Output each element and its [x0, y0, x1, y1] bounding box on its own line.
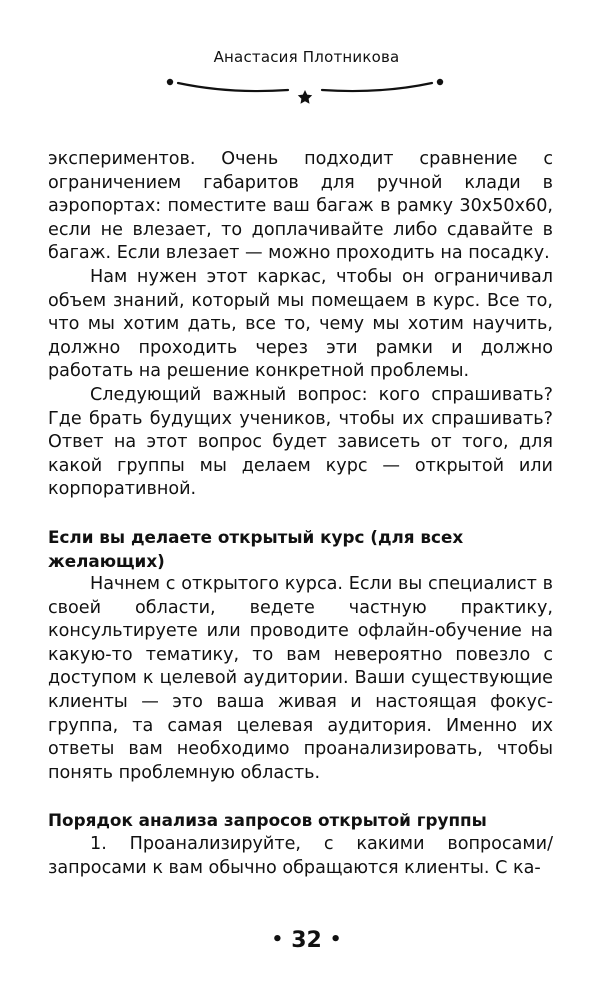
- ornament-swash-left: [178, 83, 288, 91]
- ornament-divider: [160, 68, 450, 108]
- running-head-author: Анастасия Плотникова: [213, 48, 400, 66]
- page-content: [48, 148, 553, 880]
- bullet-left-icon: •: [271, 929, 284, 950]
- paragraph-continuation: экспериментов. Очень подходит сравнение с ограничением габаритов для ручной клади в аэропортах: поместите ваш багаж в рамку 30х50х60, если не влезает, то доплачивайте либо сдавайте в багаж. Если влезает — можно проходить на посадку.: [48, 149, 553, 264]
- ornament-swash-right: [322, 83, 432, 91]
- paragraph-who-to-ask: Следующий важный вопрос: кого спрашивать? Где брать будущих учеников, чтобы их спрашивать? Ответ на этот вопрос будет зависеть от того, для какой группы мы делаем курс — открытой или корпоративной.: [48, 384, 553, 500]
- ornament-star-icon: [298, 90, 312, 104]
- ornament-dot-left: [167, 79, 173, 85]
- section-heading-analysis-order: Порядок анализа запросов открытой группы: [48, 810, 487, 831]
- bullet-right-icon: •: [329, 929, 342, 950]
- section-heading-open-course: Если вы делаете открытый курс (для всех желающих): [48, 526, 464, 571]
- page-footer: [0, 928, 613, 953]
- list-item-1: 1. Проанализируйте, с какими вопросами/ запросами к вам обычно обращаются клиенты. С ка-: [48, 834, 553, 878]
- ornament-dot-right: [437, 79, 443, 85]
- page-number: 32: [291, 928, 322, 953]
- paragraph-framework: Нам нужен этот каркас, чтобы он ограничивал объем знаний, который мы помещаем в курс. Все то, что мы хотим дать, все то, чему мы хотим научить, должно проходить через эти рамки и должно работать на решение конкретной проблемы.: [48, 266, 553, 382]
- paragraph-open-course: Начнем с открытого курса. Если вы специалист в своей области, ведете частную практику, консультируете или проводите офлайн-обучение на какую-то тематику, то вам невероятно повезло с доступом к целевой аудитории. Ваши существующие клиенты — это ваша живая и настоящая фокус-группа, та самая целевая аудитория. Именно их ответы вам необходимо проанализировать, чтобы понять проблемную область.: [48, 574, 553, 783]
